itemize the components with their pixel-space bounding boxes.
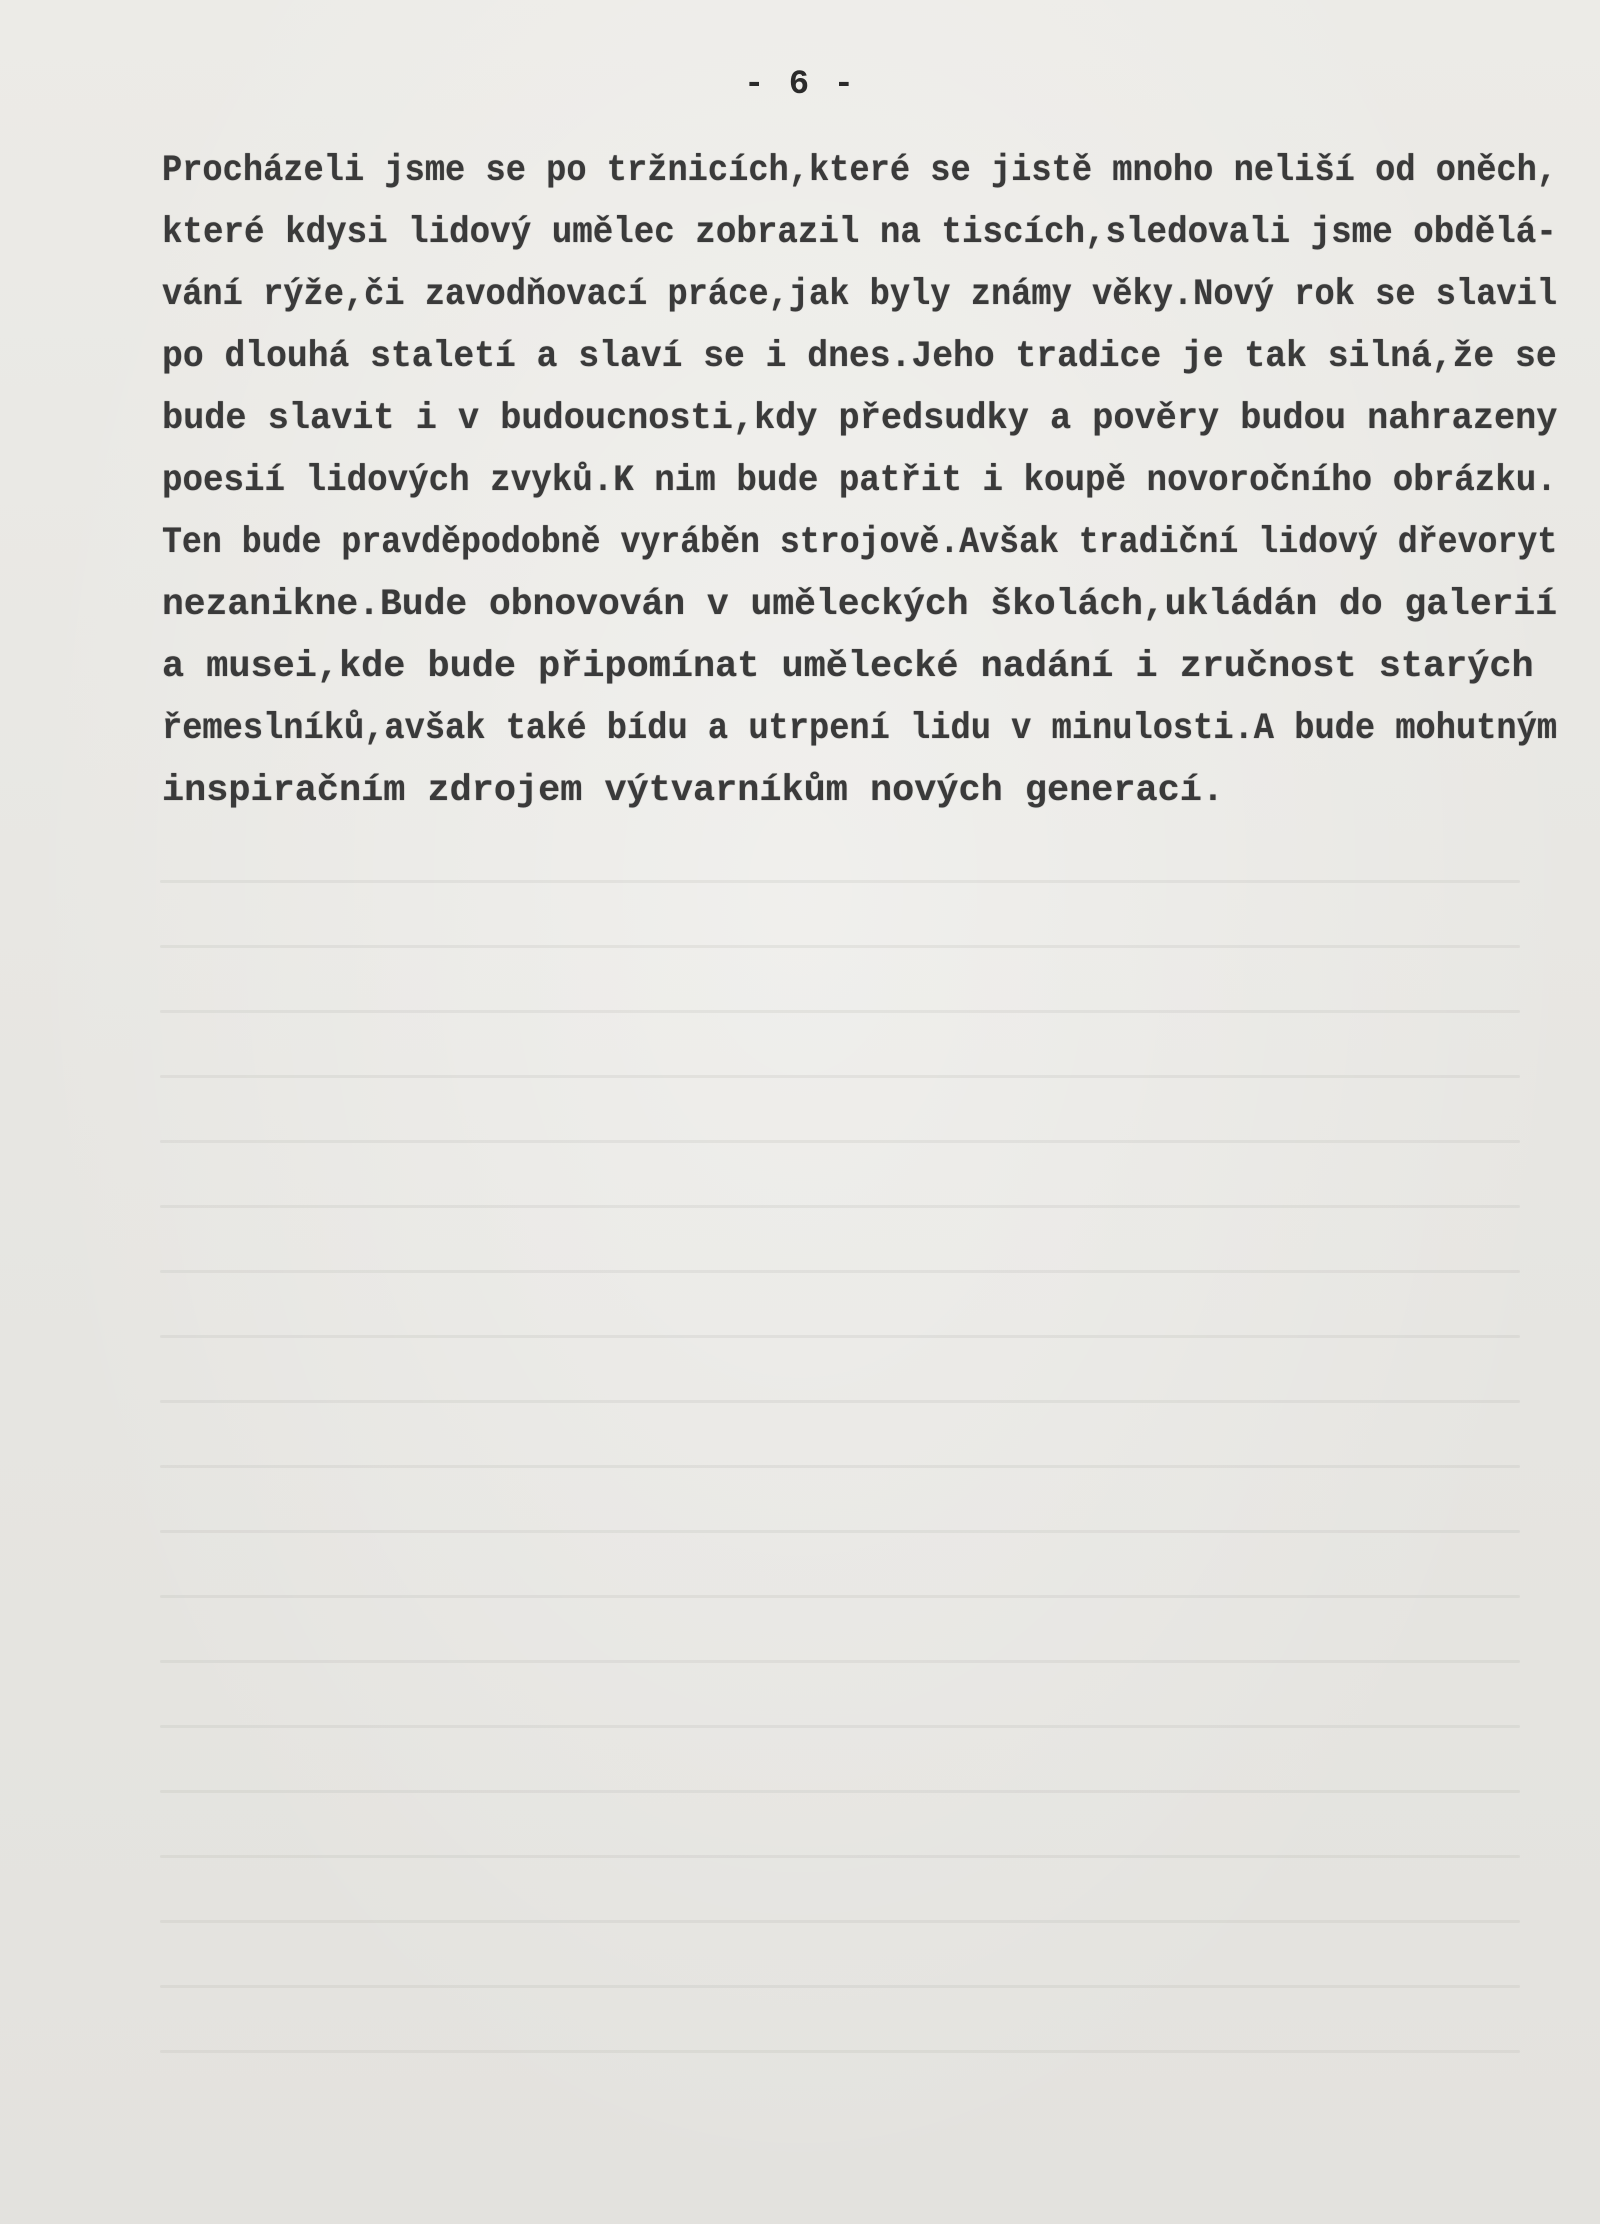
bleed-through-line (160, 1075, 1520, 1078)
bleed-through-line (160, 1530, 1520, 1533)
bleed-through-line (160, 1205, 1520, 1208)
text-line: poesií lidových zvyků.K nim bude patřit i koupě novoročního obrázku. (162, 460, 1557, 502)
bleed-through-line (160, 1920, 1520, 1923)
page-number: - 6 - (743, 66, 857, 104)
bleed-through-line (160, 1595, 1520, 1598)
bleed-through-line (160, 1790, 1520, 1793)
bleed-through-line (160, 1725, 1520, 1728)
bleed-through-line (160, 880, 1520, 883)
text-line: které kdysi lidový umělec zobrazil na tiscích,sledovali jsme obdělá- (162, 212, 1557, 254)
text-line: Ten bude pravděpodobně vyráběn strojově.Avšak tradiční lidový dřevoryt (162, 522, 1558, 564)
bleed-through-line (160, 1270, 1520, 1273)
text-line: bude slavit i v budoucnosti,kdy předsudky a pověry budou nahrazeny (162, 398, 1558, 440)
text-line: řemeslníků,avšak také bídu a utrpení lidu v minulosti.A bude mohutným (162, 708, 1558, 750)
text-line: Procházeli jsme se po tržnicích,které se jistě mnoho neliší od oněch, (162, 150, 1558, 192)
text-line: po dlouhá staletí a slaví se i dnes.Jeho tradice je tak silná,že se (162, 336, 1557, 378)
bleed-through-line (160, 1660, 1520, 1663)
bleed-through-line (160, 1335, 1520, 1338)
text-line: vání rýže,či zavodňovací práce,jak byly známy věky.Nový rok se slavil (162, 274, 1558, 316)
body-text (162, 140, 1562, 822)
bleed-through-line (160, 1465, 1520, 1468)
bleed-through-line (160, 945, 1520, 948)
bleed-through-line (160, 1985, 1520, 1988)
bleed-through-line (160, 1140, 1520, 1143)
text-line: inspiračním zdrojem výtvarníkům nových generací. (162, 770, 1224, 812)
bleed-through-line (160, 2050, 1520, 2053)
bleed-through-line (160, 1400, 1520, 1403)
bleed-through-line (160, 1855, 1520, 1858)
bleed-through-line (160, 1010, 1520, 1013)
text-line: a musei,kde bude připomínat umělecké nadání i zručnost starých (162, 646, 1534, 688)
text-line: nezanikne.Bude obnovován v uměleckých školách,ukládán do galerií (162, 584, 1558, 626)
